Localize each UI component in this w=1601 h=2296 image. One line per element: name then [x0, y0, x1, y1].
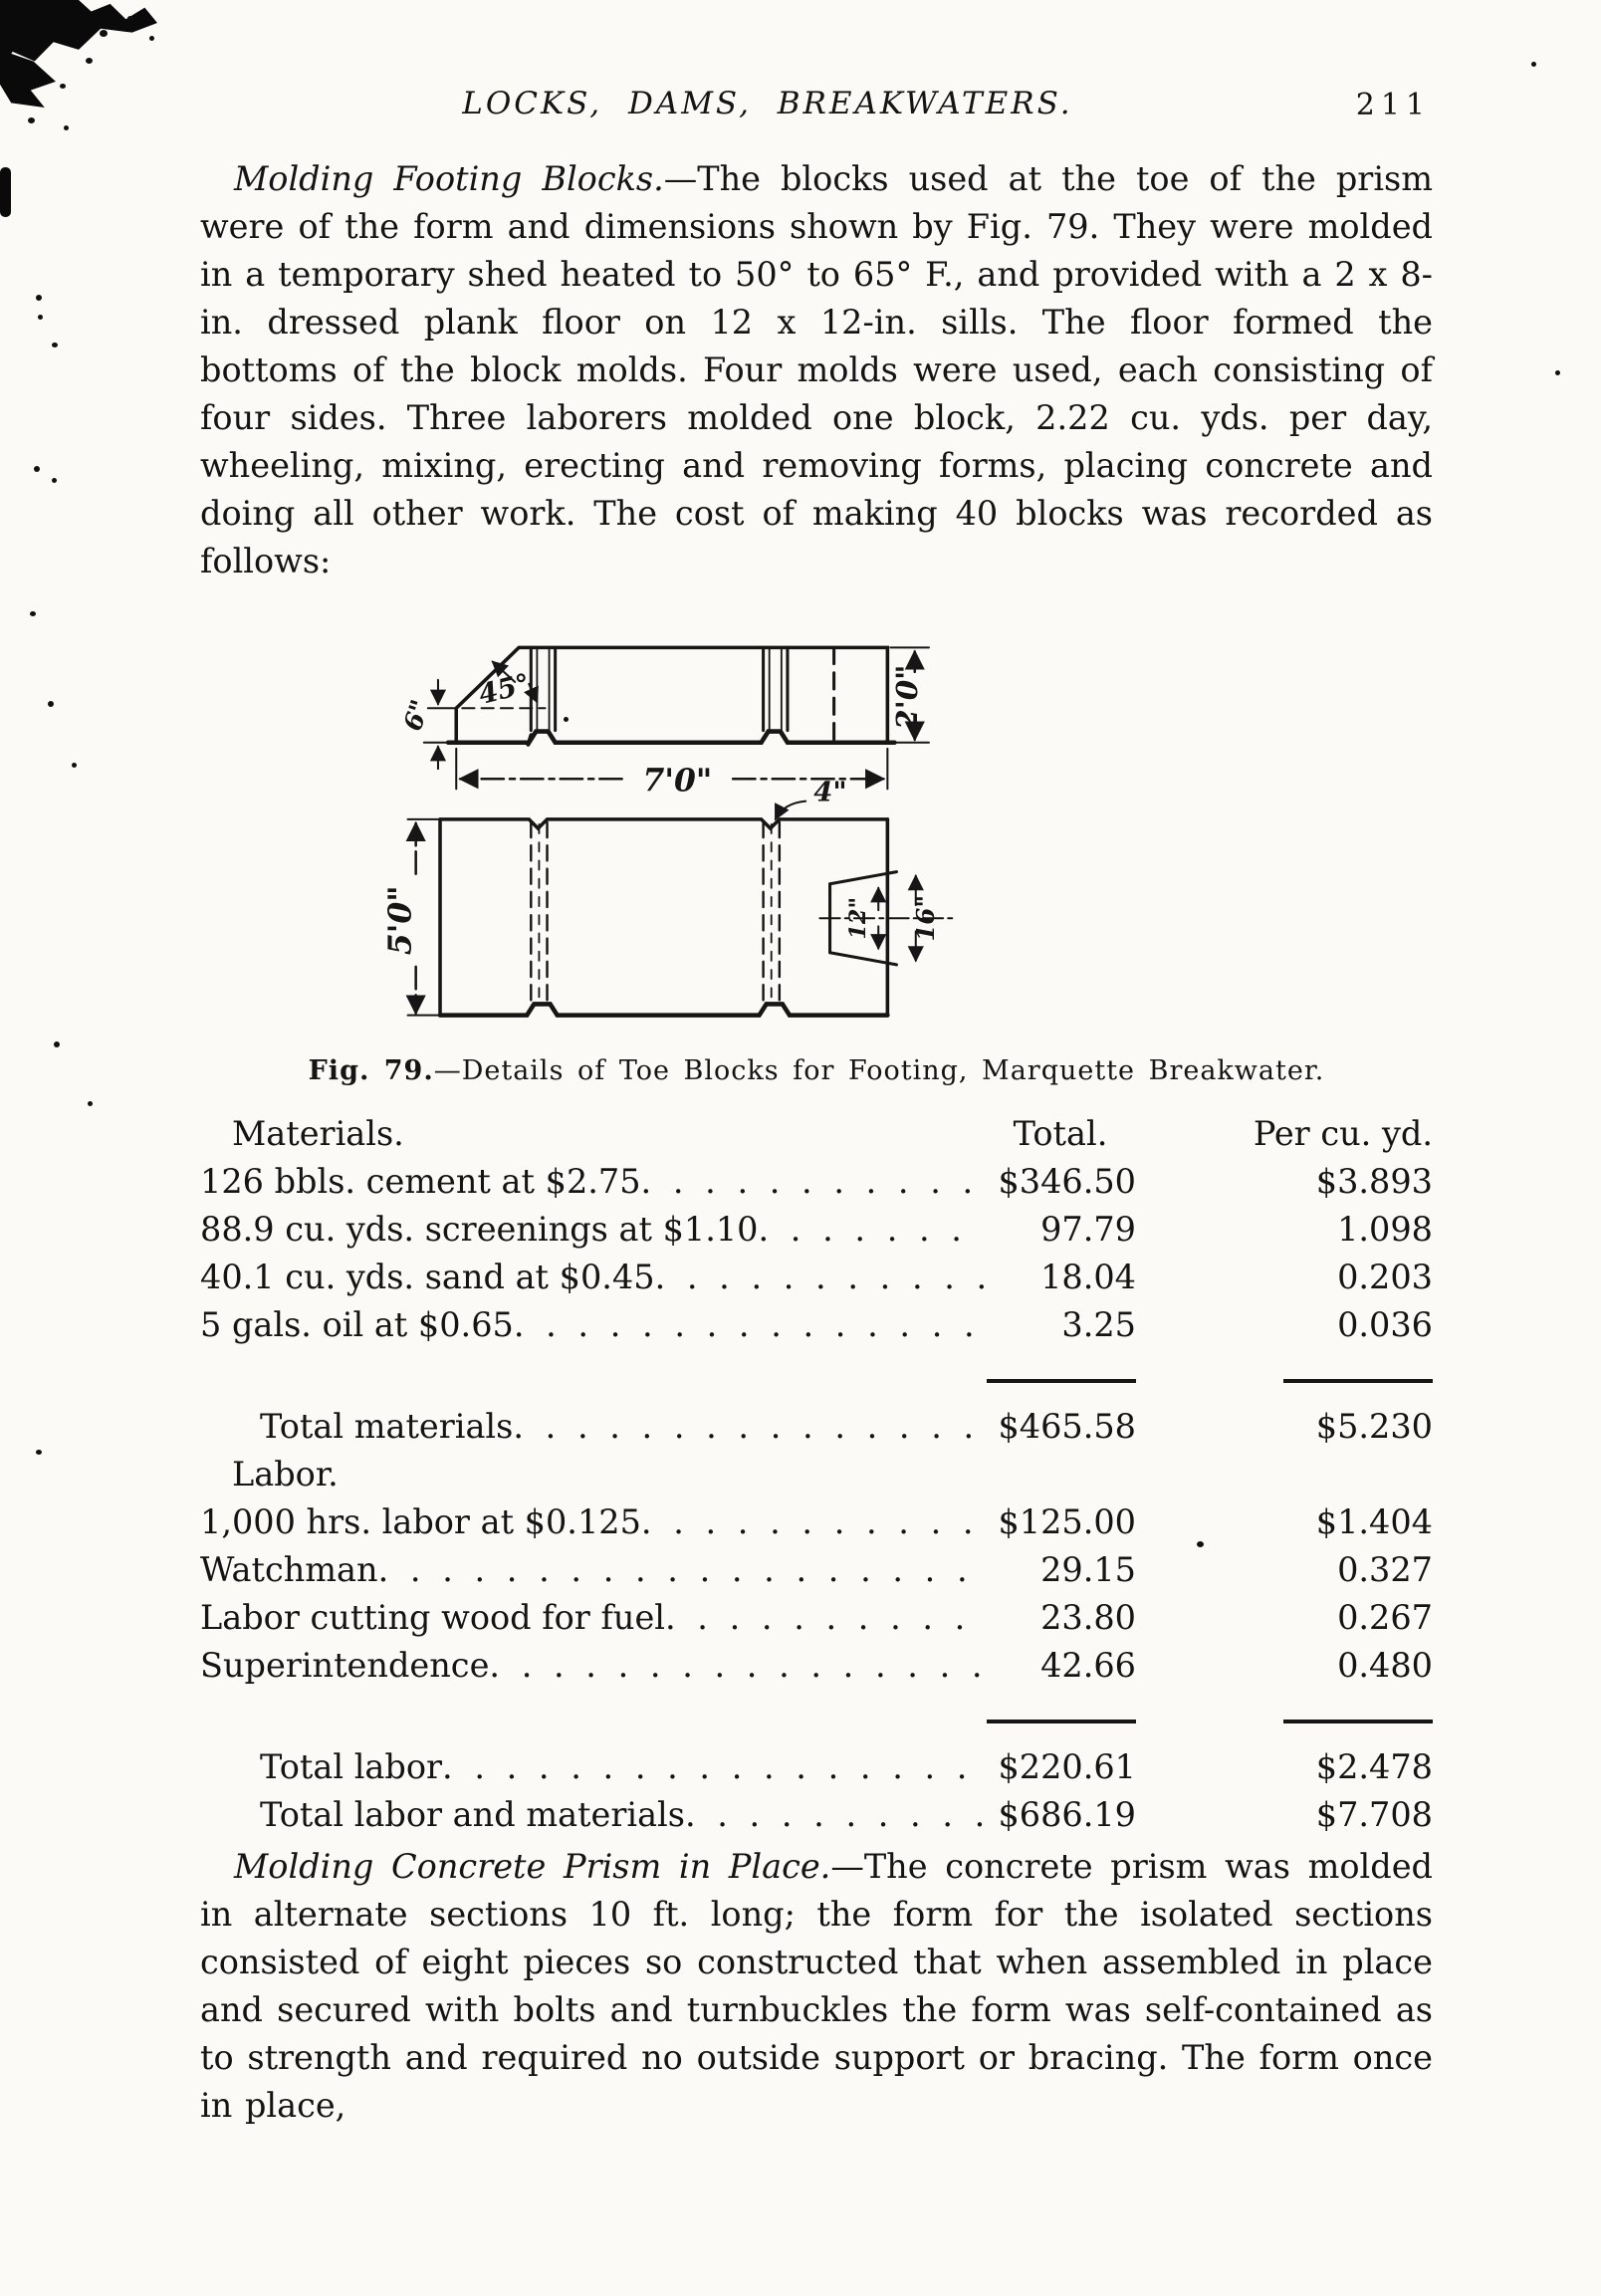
- total-materials-row: [200, 1403, 1433, 1451]
- row-label: 40.1 cu. yds. sand at $0.45: [200, 1258, 655, 1296]
- paragraph-lead: Molding Concrete Prism in Place.: [234, 1847, 831, 1886]
- total-value: 3.25: [1061, 1305, 1136, 1344]
- speck: [100, 30, 108, 37]
- paragraph-text: —The blocks used at the toe of the prism were of the form and dimensions shown by Fig. 79. They were molded in a temporary shed heated to 50° to 65° F., and provided with a 2 x 8-in. dressed plank floor on 12 x 12-in. sills. The floor formed the bottoms of the block molds. Four molds were used, each consisting of four sides. Three laborers molded one block, 2.22 cu. yds. per day, wheeling, mixing, erecting and removing forms, placing concrete and doing all other work. The cost of making 40 blocks was recorded as follows:: [200, 159, 1433, 580]
- paragraph-lead: Molding Footing Blocks.: [234, 159, 664, 198]
- speck: [36, 1450, 42, 1455]
- sum-rule: [987, 1720, 1136, 1723]
- total-value: 18.04: [1040, 1258, 1136, 1296]
- table-row: [200, 1642, 1433, 1690]
- speck: [34, 466, 40, 472]
- total-value: $220.61: [998, 1747, 1136, 1786]
- per-cu-yd-value: $1.404: [1315, 1502, 1433, 1541]
- ink-mark: [0, 167, 11, 217]
- figure-caption-text: —Details of Toe Blocks for Footing, Marquette Breakwater.: [433, 1055, 1325, 1086]
- section-label: Labor.: [232, 1455, 339, 1493]
- table-row: [200, 1254, 1433, 1301]
- row-label: 88.9 cu. yds. screenings at $1.10: [200, 1210, 759, 1249]
- per-cu-yd-value: 1.098: [1337, 1210, 1433, 1249]
- speck: [52, 478, 57, 483]
- total-value: $125.00: [998, 1502, 1136, 1541]
- dim-label-2ft: 2'0": [888, 664, 924, 730]
- row-label: Total materials: [260, 1407, 514, 1446]
- row-label: Watchman: [200, 1550, 378, 1589]
- figure-caption-label: Fig. 79.: [308, 1055, 434, 1086]
- table-row: [200, 1594, 1433, 1642]
- speck: [52, 343, 58, 347]
- dot-leader: [378, 1546, 985, 1594]
- total-value: 42.66: [1040, 1646, 1136, 1685]
- labor-section-header: [200, 1451, 1433, 1498]
- per-cu-yd-value: $5.230: [1315, 1407, 1433, 1446]
- row-label: 1,000 hrs. labor at $0.125: [200, 1502, 641, 1541]
- speck: [48, 701, 54, 707]
- dot-leader: [641, 1158, 985, 1206]
- running-head: [200, 86, 1433, 135]
- sum-rule-row: [200, 1361, 1433, 1401]
- page-number: 211: [1355, 88, 1431, 122]
- dim-label-16in: 16": [911, 894, 941, 942]
- speck: [1531, 62, 1536, 67]
- speck: [38, 315, 43, 320]
- dot-leader: [514, 1301, 985, 1349]
- row-label: 5 gals. oil at $0.65: [200, 1305, 514, 1344]
- speck: [127, 16, 133, 21]
- speck: [28, 117, 35, 123]
- table-row: [200, 1206, 1433, 1254]
- paragraph-molding-concrete-prism: [200, 1843, 1433, 2130]
- total-value: 97.79: [1040, 1210, 1136, 1249]
- speck: [72, 763, 77, 768]
- sum-rule-row: [200, 1702, 1433, 1741]
- total-value: $465.58: [998, 1407, 1136, 1446]
- dot-leader: [442, 1743, 985, 1791]
- dim-label-6in: 6": [396, 695, 435, 735]
- speck: [60, 84, 66, 89]
- row-label: Labor cutting wood for fuel: [200, 1598, 665, 1637]
- column-header-per-cu-yd: Per cu. yd.: [1253, 1114, 1433, 1153]
- figure-79: [377, 619, 1064, 1045]
- figure-caption: [200, 1055, 1433, 1086]
- speck: [30, 611, 36, 616]
- total-labor-row: [200, 1743, 1433, 1791]
- dim-label-4in: 4": [813, 776, 847, 808]
- dot-leader: [759, 1206, 986, 1254]
- paragraph-text: —The concrete prism was molded in alternate sections 10 ft. long; the form for the isolated sections consisted of eight pieces so constructed that when assembled in place and secured with bolts and turnbuckles the form was self-contained as to strength and required no outside support or bracing. The form once in place,: [200, 1847, 1433, 2125]
- dim-label-12in: 12": [845, 896, 872, 940]
- speck: [86, 58, 93, 64]
- dim-label-5ft: 5'0": [381, 885, 419, 956]
- per-cu-yd-value: $3.893: [1315, 1162, 1433, 1201]
- table-row: [200, 1158, 1433, 1206]
- dot-leader: [685, 1791, 985, 1839]
- column-header-total: Total.: [1013, 1114, 1108, 1153]
- ink-blob: [0, 50, 56, 108]
- dim-label-45deg: 45°: [475, 667, 534, 711]
- per-cu-yd-value: $7.708: [1315, 1795, 1433, 1834]
- speck: [149, 36, 154, 41]
- total-value: $686.19: [998, 1795, 1136, 1834]
- sum-rule: [1283, 1379, 1433, 1383]
- speck: [54, 1041, 60, 1047]
- table-row: [200, 1301, 1433, 1349]
- running-head-title: LOCKS, DAMS, BREAKWATERS.: [462, 86, 1073, 121]
- total-value: 29.15: [1040, 1550, 1136, 1589]
- row-label: 126 bbls. cement at $2.75: [200, 1162, 641, 1201]
- speck: [64, 125, 69, 130]
- dot-leader: [513, 1403, 985, 1451]
- per-cu-yd-value: 0.036: [1337, 1305, 1433, 1344]
- speck: [88, 1101, 93, 1106]
- row-label: Total labor and materials: [260, 1795, 685, 1834]
- sum-rule: [1283, 1720, 1433, 1723]
- total-value: $346.50: [998, 1162, 1136, 1201]
- table-row: [200, 1546, 1433, 1594]
- cost-table: [200, 1110, 1433, 1839]
- speck: [36, 295, 42, 301]
- dot-leader: [641, 1498, 985, 1546]
- per-cu-yd-value: 0.327: [1337, 1550, 1433, 1589]
- per-cu-yd-value: 0.480: [1337, 1646, 1433, 1685]
- speck: [1555, 370, 1560, 375]
- table-row: [200, 1498, 1433, 1546]
- dot-leader: [489, 1642, 985, 1690]
- column-header-materials: Materials.: [232, 1114, 404, 1153]
- grand-total-row: [200, 1791, 1433, 1839]
- dot-leader: [665, 1594, 985, 1642]
- dot-leader: [655, 1254, 985, 1301]
- sum-rule: [987, 1379, 1136, 1383]
- total-value: 23.80: [1040, 1598, 1136, 1637]
- figure-79-drawing: [377, 619, 1064, 1041]
- dim-label-7ft: 7'0": [642, 762, 713, 800]
- per-cu-yd-value: $2.478: [1315, 1747, 1433, 1786]
- paragraph-molding-footing-blocks: [200, 155, 1433, 585]
- per-cu-yd-value: 0.267: [1337, 1598, 1433, 1637]
- per-cu-yd-value: 0.203: [1337, 1258, 1433, 1296]
- row-label: Superintendence: [200, 1646, 490, 1685]
- row-label: Total labor: [260, 1747, 443, 1786]
- table-header-row: [200, 1110, 1433, 1158]
